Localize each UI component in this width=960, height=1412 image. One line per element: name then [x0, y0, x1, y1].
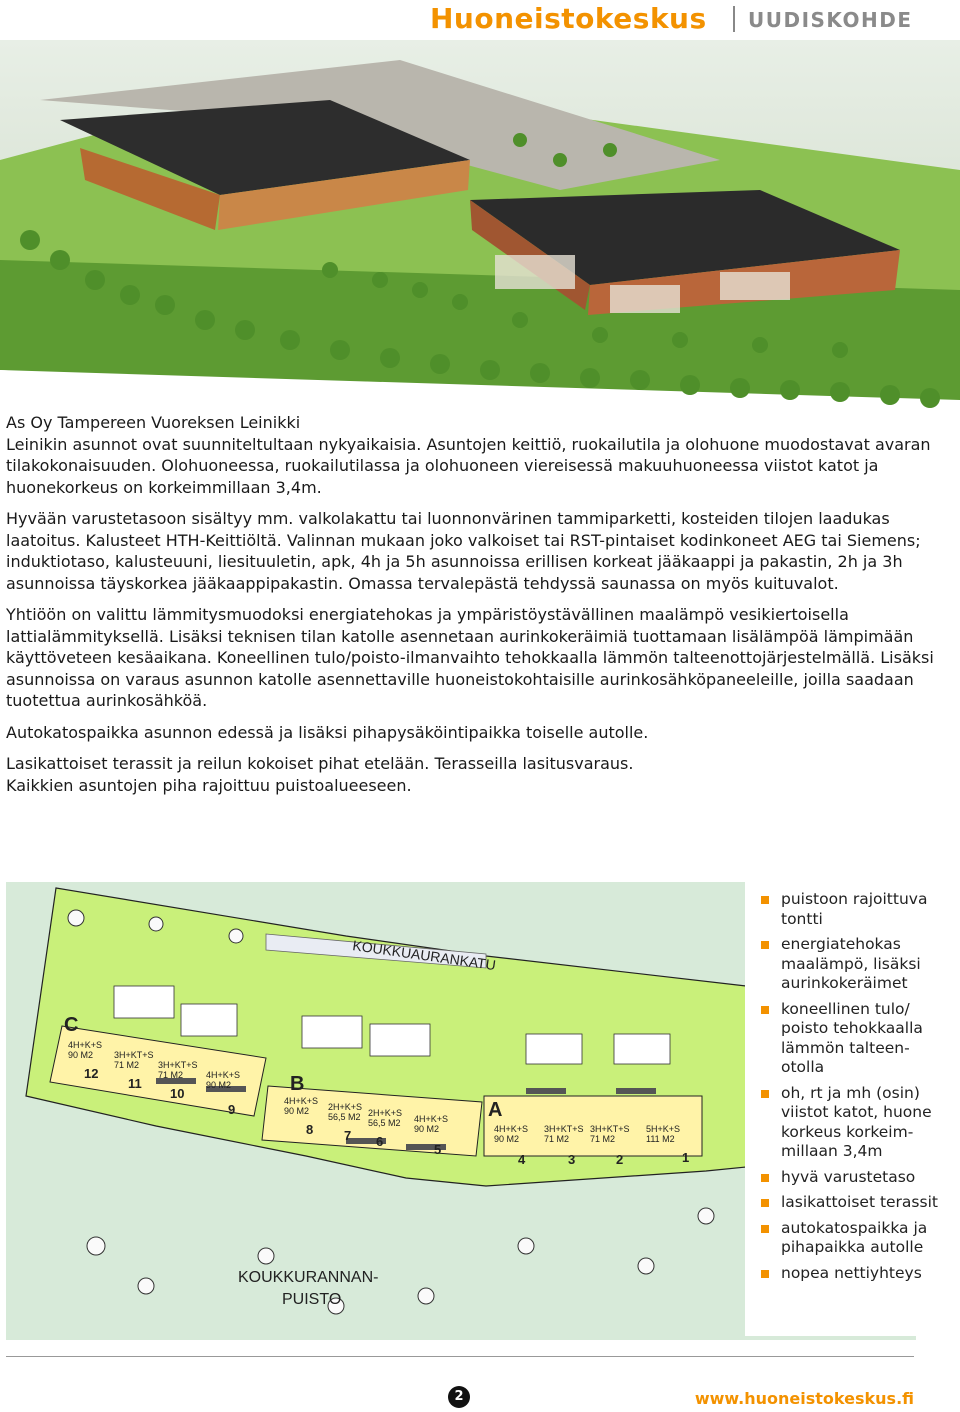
intro-paragraph-layout: Leinikin asunnot ovat suunniteltultaan nykyaikaisia. Asuntojen keittiö, ruokailutila ja olohuone muodostavat avaran tilakokonaisuuden. Olohuoneessa, ruokailutilassa ja olohuoneen viereisessä makuuhuoneessa viistot katot ja huonekorkeus on korkeimmillaan 3,4m.	[6, 434, 931, 497]
svg-text:90 M2: 90 M2	[68, 1050, 94, 1060]
building-c-label: C	[64, 1014, 79, 1036]
intro-paragraph-heating: Yhtiöön on valittu lämmitysmuodoksi energiatehokas ja ympäristöystävällinen maalämpö vesikiertoisella lattialämmityksellä. Lisäksi teknisen tilan katolle asennetaan aurinkokeräimiä tuottamaan lisälämpöä lämpimään käyttöveteen kesäaikana. Koneellinen tulo/poisto-ilmanvaihto tehokkaalla lämmön talteenottojärjestelmällä. Lisäksi asunnoissa on varaus asunnon katolle asennettaville huoneistokohtaisille aurinkosähköpaneeleille, joilla saadaan tuotettua aurinkosähköä.	[6, 605, 934, 710]
svg-text:71 M2: 71 M2	[158, 1070, 184, 1080]
svg-text:3H+KT+S: 3H+KT+S	[590, 1124, 630, 1134]
intro-paragraph-equipment: Hyvään varustetasoon sisältyy mm. valkolakattu tai luonnonvärinen tammiparketti, kosteiden tilojen laadukas laatoitus. Kalusteet HTH-Keittiöltä. Valinnan mukaan joko valkoiset tai RST-pintaiset kodinkoneet AEG tai Siemens; induktiotaso, kalusteuuni, liesituuletin, apk, 4h ja 5h asunnoissa erillisen korkeat jääkaappi ja pakastin, 2h ja 3h asunnoissa täyskorkea jääkaappipakastin. Omassa tervalepästä tehdyssä saunassa on myös kuituvalot.	[6, 509, 921, 593]
svg-text:3H+KT+S: 3H+KT+S	[544, 1124, 584, 1134]
svg-text:10: 10	[170, 1086, 185, 1101]
svg-text:56,5 M2: 56,5 M2	[328, 1112, 361, 1122]
intro-paragraph-terraces: Lasikattoiset terassit ja reilun kokoiset pihat etelään. Terasseilla lasitusvaraus.	[6, 754, 634, 773]
feature-item: lasikattoiset terassit	[759, 1193, 943, 1213]
building-rendering	[0, 40, 960, 430]
feature-item: puistoon rajoittuva tontti	[759, 890, 943, 929]
page-header	[0, 0, 960, 40]
project-title: As Oy Tampereen Vuoreksen Leinikki	[6, 413, 301, 432]
svg-text:71 M2: 71 M2	[544, 1134, 570, 1144]
svg-text:90 M2: 90 M2	[414, 1124, 440, 1134]
header-divider	[733, 6, 735, 32]
intro-text	[6, 412, 954, 806]
feature-item: nopea nettiyhteys	[759, 1264, 943, 1284]
svg-text:56,5 M2: 56,5 M2	[368, 1118, 401, 1128]
svg-text:3H+KT+S: 3H+KT+S	[158, 1060, 198, 1070]
svg-text:4H+K+S: 4H+K+S	[414, 1114, 449, 1124]
building-b-label: B	[290, 1073, 305, 1095]
svg-text:6: 6	[376, 1134, 384, 1149]
svg-text:4H+K+S: 4H+K+S	[206, 1070, 241, 1080]
intro-paragraph-parking: Autokatospaikka asunnon edessä ja lisäksi pihapysäköintipaikka toiselle autolle.	[6, 722, 649, 742]
website-link[interactable]: www.huoneistokeskus.fi	[694, 1389, 914, 1408]
svg-text:71 M2: 71 M2	[590, 1134, 616, 1144]
page-number: 2	[448, 1386, 470, 1408]
svg-text:5: 5	[434, 1142, 442, 1157]
svg-text:111 M2: 111 M2	[646, 1134, 675, 1144]
svg-text:4H+K+S: 4H+K+S	[68, 1040, 103, 1050]
svg-text:3H+KT+S: 3H+KT+S	[114, 1050, 154, 1060]
feature-item: energiatehokas maalämpö, lisäksi aurinkokeräimet	[759, 935, 943, 994]
feature-item: hyvä varustetaso	[759, 1168, 943, 1188]
section-label: UUDISKOHDE	[748, 8, 913, 32]
svg-text:4H+K+S: 4H+K+S	[494, 1124, 529, 1134]
feature-item: oh, rt ja mh (osin) viistot katot, huone korkeus korkeim-millaan 3,4m	[759, 1084, 943, 1162]
svg-text:2H+K+S: 2H+K+S	[328, 1102, 363, 1112]
svg-text:11: 11	[128, 1076, 142, 1091]
svg-text:90 M2: 90 M2	[206, 1080, 232, 1090]
footer-divider	[6, 1356, 914, 1357]
svg-text:2H+K+S: 2H+K+S	[368, 1108, 403, 1118]
feature-item: autokatospaikka ja pihapaikka autolle	[759, 1219, 943, 1258]
svg-text:2: 2	[616, 1152, 624, 1167]
svg-text:71 M2: 71 M2	[114, 1060, 140, 1070]
svg-text:4H+K+S: 4H+K+S	[284, 1096, 319, 1106]
svg-text:7: 7	[344, 1128, 352, 1143]
svg-text:3: 3	[568, 1152, 576, 1167]
svg-text:4: 4	[518, 1152, 526, 1167]
intro-paragraph-park: Kaikkien asuntojen piha rajoittuu puistoalueeseen.	[6, 775, 412, 795]
svg-text:9: 9	[228, 1102, 236, 1117]
svg-text:5H+K+S: 5H+K+S	[646, 1124, 681, 1134]
svg-text:90 M2: 90 M2	[494, 1134, 520, 1144]
park-label-line2: PUISTO	[282, 1291, 342, 1308]
feature-item: koneellinen tulo/ poisto tehokkaalla lämmön talteen-otolla	[759, 1000, 943, 1078]
svg-text:1: 1	[682, 1150, 690, 1165]
street-label: KOUKKUAURANKATU	[351, 937, 497, 974]
brand-name: Huoneistokeskus	[430, 2, 707, 35]
park-label-line1: KOUKKURANNAN-	[238, 1269, 379, 1286]
svg-text:12: 12	[84, 1066, 99, 1081]
feature-list	[745, 878, 953, 1336]
svg-text:90 M2: 90 M2	[284, 1106, 310, 1116]
building-a-label: A	[488, 1099, 503, 1121]
svg-text:8: 8	[306, 1122, 314, 1137]
